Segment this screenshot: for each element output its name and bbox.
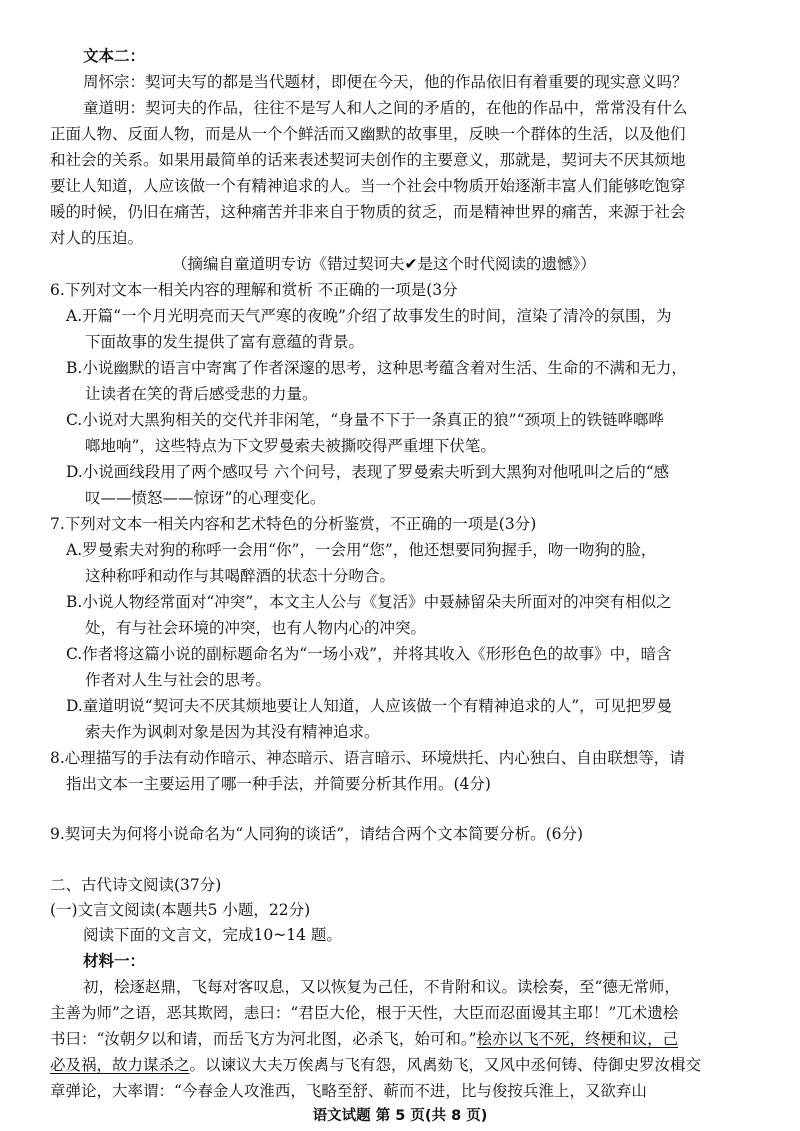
underlined-sentence: 桧亦以飞不死，终梗和议，己 — [476, 1030, 679, 1048]
underlined-sentence-cont: 必及祸，故力谋杀之 — [50, 1056, 190, 1074]
q6-option-d: D.小说画线段用了两个感叹号 六个问号，表现了罗曼索夫听到大黑狗对他吼叫之后的“感 — [66, 463, 670, 481]
text2-line: 对人的压迫。 — [50, 229, 144, 247]
question-6-stem: 6.下列对文本一相关内容的理解和赏析 不正确的一项是(3分 — [50, 281, 458, 299]
text2-line: 和社会的关系。如果用最简单的话来表述契诃夫创作的主要意义，那就是，契诃夫不厌其烦地 — [50, 151, 686, 169]
q7-option-b-cont: 处，有与社会环境的冲突，也有人物内心的冲突。 — [85, 619, 427, 637]
text2-line: 童道明：契诃夫的作品，往往不是写人和人之间的矛盾的，在他的作品中，常常没有什么 — [83, 99, 688, 117]
question-9-stem: 9.契诃夫为何将小说命名为“人同狗的谈话”，请结合两个文本简要分析。(6分) — [50, 825, 584, 843]
q7-option-c-cont: 作者对人生与社会的思考。 — [85, 671, 272, 689]
q6-option-c-cont: 啷地响”，这些特点为下文罗曼索夫被撕咬得严重埋下伏笔。 — [85, 437, 496, 455]
classical-text-line: 初，桧逐赵鼎，飞每对客叹息，又以恢复为己任，不肯附和议。读桧奏，至“德无常师， — [83, 978, 680, 996]
question-7-stem: 7.下列对文本一相关内容和艺术特色的分析鉴赏，不正确的一项是(3分) — [50, 515, 537, 533]
text2-heading: 文本二： — [83, 46, 146, 65]
q6-option-b: B.小说幽默的语言中寄寓了作者深邃的思考，这种思考蕴含着对生活、生命的不满和无力， — [66, 359, 687, 377]
text2-line: 正面人物、反面人物，而是从一个个鲜活而又幽默的故事里，反映一个群体的生活，以及他们 — [50, 125, 686, 143]
classical-text-line — [50, 1028, 678, 1050]
q7-option-a-cont: 这种称呼和动作与其喝醉酒的状态十分吻合。 — [85, 567, 396, 585]
section-2-instruction: 阅读下面的文言文，完成10~14 题。 — [83, 926, 342, 944]
classical-text-line: 章弹论，大率谓：“今春金人攻淮西，飞略至舒、蕲而不进，比与俊按兵淮上，又欲弃山 — [50, 1082, 647, 1100]
text2-line: 暖的时候，仍旧在痛苦，这种痛苦并非来自于物质的贫乏，而是精神世界的痛苦，来源于社会 — [50, 203, 686, 221]
q6-option-a-cont: 下面故事的发生提供了富有意蕴的背景。 — [85, 333, 365, 351]
q6-option-d-cont: 叹——愤怒——惊讶”的心理变化。 — [85, 489, 326, 507]
text2-line: 要让人知道，人应该做一个有精神追求的人。当一个社会中物质开始逐渐丰富人们能够吃饱穿 — [50, 177, 686, 195]
question-8-stem-cont: 指出文本一主要运用了哪一种手法，并简要分析其作用。(4分) — [66, 775, 491, 793]
classical-text-line: 主善为师”之语，恶其欺罔，恚曰：“君臣大伦，根于天性，大臣而忍面谩其主耶！”兀术遗桧 — [50, 1004, 679, 1022]
q6-option-b-cont: 让读者在笑的背后感受悲的力量。 — [85, 385, 318, 403]
text2-line: 周怀宗：契诃夫写的都是当代题材，即便在今天，他的作品依旧有着重要的现实意义吗？ — [83, 73, 688, 91]
q7-option-c: C.作者将这篇小说的副标题命名为“一场小戏”，并将其收入《形形色色的故事》中，暗含 — [66, 645, 672, 663]
q7-option-d: D.童道明说“契诃夫不厌其烦地要让人知道，人应该做一个有精神追求的人”，可见把罗曼 — [66, 697, 673, 715]
section-2-subtitle: (一)文言文阅读(本题共5 小题，22分) — [50, 901, 311, 919]
q7-option-b: B.小说人物经常面对“冲突”，本文主人公与《复活》中聂赫留朵夫所面对的冲突有相似之 — [66, 593, 672, 611]
page-footer: 语文试题 第 5 页(共 8 页) — [312, 1108, 488, 1124]
material-1-heading: 材料一： — [83, 951, 146, 970]
classical-text-segment: 。以谏议大夫万俟禼与飞有怨，风禼劾飞，又风中丞何铸、侍御史罗汝楫交 — [189, 1056, 702, 1074]
q6-option-c: C.小说对大黑狗相关的交代并非闲笔，“身量不下于一条真正的狼”“颈项上的铁链哗啷哗 — [66, 411, 665, 429]
question-8-stem: 8.心理描写的手法有动作暗示、神态暗示、语言暗示、环境烘托、内心独白、自由联想等，请 — [50, 749, 685, 767]
classical-text-line — [50, 1054, 701, 1076]
classical-text-segment: 书曰：“汝朝夕以和请，而岳飞方为河北图，必杀飞，始可和。” — [50, 1030, 477, 1048]
text2-source: （摘编自童道明专访《错过契诃夫✔是这个时代阅读的遗憾》） — [172, 255, 596, 273]
q6-option-a: A.开篇“一个月光明亮而天气严寒的夜晚”介绍了故事发生的时间，渲染了清冷的氛围，为 — [66, 307, 672, 325]
section-2-title: 二、古代诗文阅读(37分) — [50, 876, 222, 894]
q7-option-a: A.罗曼索夫对狗的称呼一会用“你”，一会用“您”，他还想要同狗握手，吻一吻狗的脸， — [66, 541, 657, 559]
q7-option-d-cont: 索夫作为讽刺对象是因为其没有精神追求。 — [85, 723, 380, 741]
